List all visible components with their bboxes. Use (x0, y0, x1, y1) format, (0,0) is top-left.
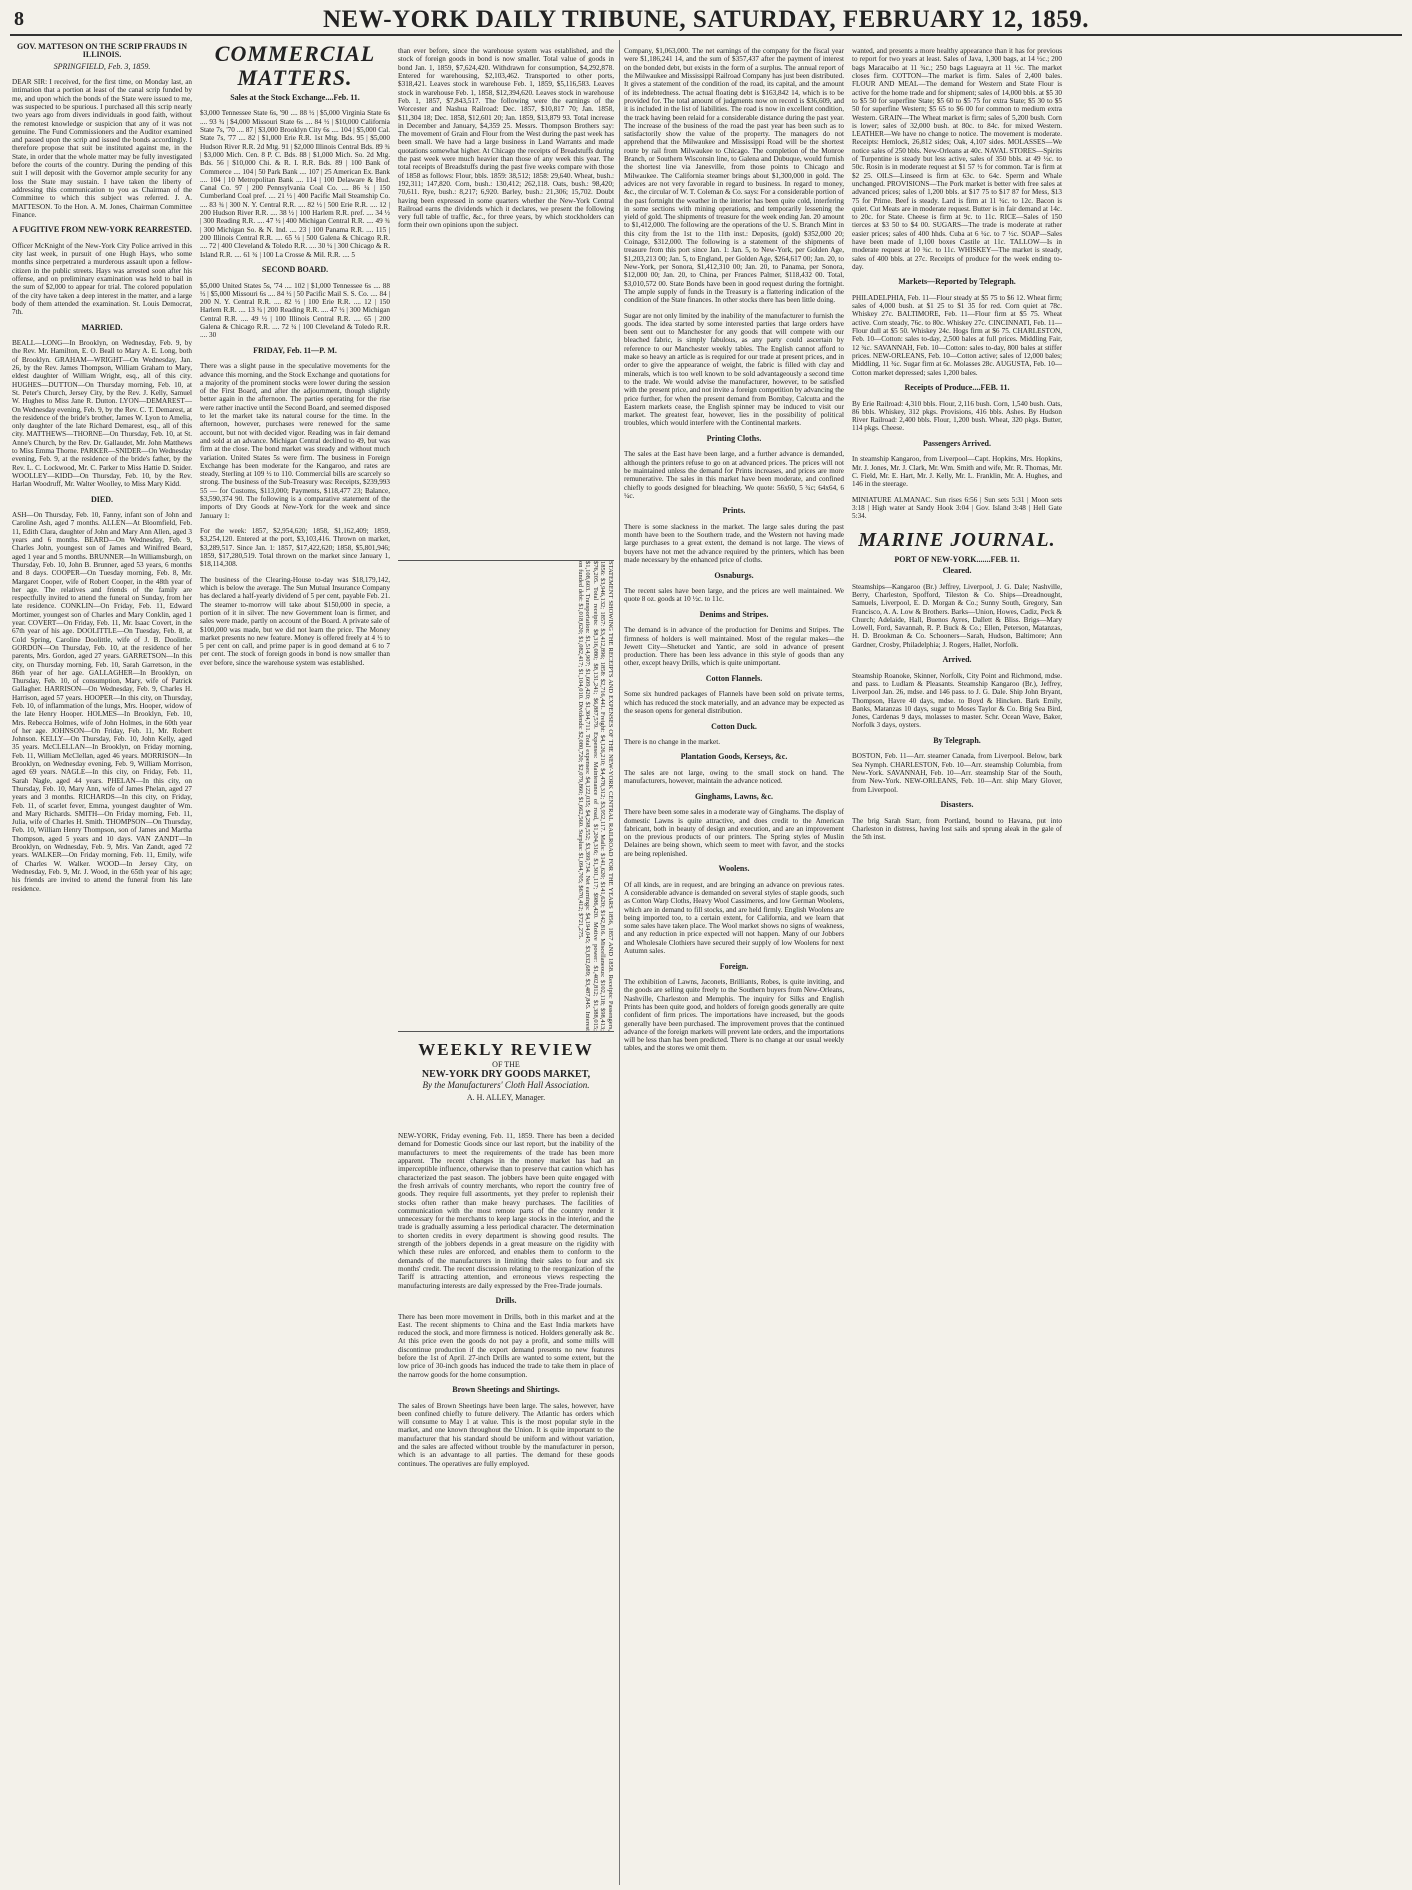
osnaburgs-body: The recent sales have been large, and the prices are well maintained. We quote 8 oz. goods at 10 ½c. to 11c. (624, 587, 844, 604)
dry-goods-review-body: Sugar are not only limited by the inability of the manufacturer to furnish the goods. The idea started by some interested parties that large orders have been sent out to Manchester for any goods that will compete with our bleached fabric, is simply fabulous, as any party could ascertain by reference to our Manchester weekly tables. The English cannot afford to make so heavy an article as is required for our trade at present prices, and in order to give the appearance of weight, the fabric is filled with clay and minerals, which is too well known to be sold advantageously a second time to the trade. We would advise the manufacturer, however, to be satisfied with the present price, and not invite a foreign competition by advancing the price further, for when the present demand from Bombay, Calcutta and the Eastern markets cease, the English spinner may be induced to visit our market. The greatest fear, however, lies in the possibility of political troubles, which would interfere with the Continental markets. (624, 311, 844, 428)
almanac: MINIATURE ALMANAC. Sun rises 6:56 | Sun sets 5:31 | Moon sets 3:18 | High water at Sandy Hook 3:04 | Gov. Island 3:48 | Hell Gate 5:34. (852, 495, 1062, 521)
shirtings-heading: Brown Sheetings and Shirtings. (452, 1385, 560, 1395)
plantation-body: The sales are not large, owing to the small stock on hand. The manufacturers, however, maintain the advance noticed. (624, 768, 844, 786)
column-2 (200, 40, 390, 1885)
woolens-body: Of all kinds, are in request, and are bringing an advance on previous rates. A considerable advance is demanded on several styles of staple goods, such as Cotton Warp Cloths, Heavy Wool Cassimeres, and low German Woolens, which are in demand to fill stocks, and are held firmly. English Woolens are being imported too, to a certain extent, for California, and we learn that some sales have taken place. The Wool market shows no signs of weakness, and any reduction in price expected will not happen. Many of our Jobbers and Wholesale Clothiers have secured their supply of low Woolens for next Autumn sales. (624, 880, 844, 956)
column-3-top (398, 40, 614, 555)
cleared-body: Steamships—Kangaroo (Br.) Jeffrey, Liverpool, J. G. Dale; Nashville, Berry, Charleston, Spofford, Tileston & Co. Ships—Dreadnought, Samuels, Liverpool, E. D. Morgan & Co.; Sunny South, Gregory, San Francisco, A. A. Low & Brothers. Barks—Union, Howes, Cadiz, Peck & Church; Adelaide, Hall, Buenos Ayres, Dallett & Bliss. Brigs—Mary Lowell, Ford, Savannah, R. P. Buck & Co.; Ellen, Peterson, Matanzas, H. D. Brookman & Co. Schooners—Sarah, Hudson, Baltimore; Ann Gardner, Crosby, Philadelphia; J. Rogers, Hallet, Norfolk. (852, 582, 1062, 649)
article-body: DEAR SIR: I received, for the first time, on Monday last, an intimation that a portion at least of the canal scrip funded by me, and upon which the bonds of the State were issued to me, was suspected to be spurious. I purchased all this scrip nearly two years ago from divers individuals in good faith, without the remotest knowledge or suspicion that any of it was not genuine. The Fund Commissioners and the Auditor examined and passed upon the scrip and issued the bonds accordingly. I therefore propose that suit be instituted against me, in the State, in order that the whole matter may be fully investigated before the courts of the country. During the pending of this suit I will deposit with the Governor ample security for any loss the State may sustain. I have taken the liberty of addressing this communication to you as Chairman of the Committee to which this subject was referred. J. A. MATTESON. To the Hon. A. M. Jones, Chairman Committee Finance. (12, 78, 192, 219)
printing-cloths-heading: Printing Cloths. (706, 433, 762, 443)
market-report-body: There was a slight pause in the speculative movements for the advance this morning, and the Stock Exchange and quotations for a majority of the prominent stocks were lower during the session of the First Board, and after the adjournment, though slightly better again in the afternoon. The parties operating for the rise were rather inactive until the Second Board, and seemed disposed to let the market take its natural course for the time. In the afternoon, however, purchases were renewed for the same account, but not with decided vigor. Reading was in fair demand and sold at an advance. Michigan Central declined to 49, but was firm at the close. The bond market was steady and without much variation. United States 5s were firm. The business in Foreign Exchange has been moderate for the Kangaroo, and rates are steady, Sterling at 109 ½ to 110. Commercial bills are scarcely so strong. The business of the Sub-Treasury was: Receipts, $239,993 55 — for Customs, $113,000; Payments, $118,477 23; Balance, $3,590,374 90. The following is a comparative statement of the imports of Dry Goods at New-York for the week and since January 1: (200, 362, 390, 520)
page-number: 8 (14, 8, 24, 30)
article-headline: GOV. MATTESON ON THE SCRIP FRAUDS IN ILLINOIS. (16, 42, 188, 60)
masthead (10, 4, 1402, 36)
article-headline: A FUGITIVE FROM NEW-YORK REARRESTED. (12, 225, 192, 235)
foreign-heading: Foreign. (719, 961, 749, 971)
denims-heading: Denims and Stripes. (699, 609, 769, 619)
column-divider (619, 40, 620, 1885)
disasters-heading: Disasters. (940, 800, 974, 810)
column-5 (852, 40, 1062, 1885)
drills-body: There has been more movement in Drills, both in this market and at the East. The recent shipments to China and the East India markets have reduced the stock, and more firmness is noticed. Holders generally ask 8c. At this price even the goods do not pay a profit, and some mills will discontinue production if the export demand presents no new features before the 1st of April. 27-inch Drills are wanted to some extent, but the low price of 30-inch goods has induced the trade to take them in place of the narrow goods for the home consumption. (398, 1312, 614, 1379)
woolens-heading: Woolens. (718, 864, 750, 874)
cotton-flannels-heading: Cotton Flannels. (705, 673, 763, 683)
section-heading-died: DIED. (90, 494, 113, 504)
column-4 (624, 40, 844, 1885)
cleared-heading: Cleared. (942, 566, 972, 576)
ginghams-heading: Ginghams, Lawns, &c. (694, 791, 773, 801)
dry-goods-imports-table: For the week: 1857, $2,954,620; 1858, $1,162,409; 1859, $3,254,120. Entered at the port, $3,103,416. Thrown on market, $3,289,517. Since Jan. 1: 1857, $17,422,620; 1858, $5,801,946; 1859, $17,280,519. Total thrown on the market since January 1, $18,114,308. (200, 527, 390, 569)
section-heading-marine: MARINE JOURNAL. (858, 528, 1056, 551)
article-dateline: SPRINGFIELD, Feb. 3, 1859. (53, 61, 151, 71)
printing-cloths-body: The sales at the East have been large, and a further advance is demanded, although the printers refuse to go on at advanced prices. The prices will not be maintained unless the demand for Prints increases, and prices are more remunerative. The sales in this market have been moderate, and confined chiefly to goods designed for bleaching. We quote: 56x60, 5 ¾c; 64x64, 6 ¼c. (624, 450, 844, 500)
railroad-report-body: Company, $1,063,000. The net earnings of the company for the fiscal year were $1,186,241 14, and the sum of $357,437 after the payment of interest on the bonded debt, but exists in the form of a surplus. The annual report of the Milwaukee and Mississippi Railroad Company has just been distributed. It gives a statement of the condition of the road, its capital, and the amount of its indebtedness. The actual floating debt is $163,842 14, which is to be provided for. The total amount of judgments now on record is $36,609, and it is included in the list of liabilities. The road is now in excellent condition, the track having been relaid for a considerable distance during the past year. The increase of the business of the road the past year has been such as to satisfactorily show the value of the property. The managers do not apprehend that the Milwaukee and Mississippi Road will be the shortest route by rail from Milwaukee to Chicago. The completion of the Monroe Branch, or Southern Wisconsin line, to Galena and Dubuque, would furnish the shortest line via Janesville, from those points to Chicago and Milwaukee. The California steamer brings about $1,300,000 in gold. The advices are not very favorable in regard to business. In regard to money, &c., the circular of W. T. Coleman & Co. says: For a considerable portion of the past fortnight the weather in the interior has been quite cold, interfering in some sections with mining operations, and temporarily lessening the yield of gold. The shipments of treasure for the week ending Jan. 20 amount to $1,412,000. The following are the operations of the U. S. Branch Mint in this city from the 1st to the 11th inst.: Deposits, (gold) $352,000 20; Coinage, $312,000. The following is a statement of the shipments of treasure from this port since Jan. 1: Jan. 5, to New-York, per Golden Age, $1,203,213 00; Jan. 5, to England, per Golden Age, $264,617 00; Jan. 20, to New-York, per Sonora, $1,412,310 00; Jan. 20, to Panama, per Sonora, $12,000 00; Jan. 20, to China, per Frances Palmer, $118,432 00. Total, $3,010,572 00. State Bonds have been in good request during the fortnight. The ample supply of funds in the Treasury is a flattering indication of the condition of the State finances. In other stocks there has been little doing. (624, 47, 844, 305)
telegraph-heading: By Telegraph. (933, 735, 981, 745)
second-board-heading: SECOND BOARD. (261, 265, 329, 275)
death-notices: ASH—On Thursday, Feb. 10, Fanny, infant son of John and Caroline Ash, aged 7 months. ALLEN—At Bloomfield, Feb. 11, Edith Clara, daughter of John and Mary Ann Allen, aged 3 years and 6 months. BEARD—On Wednesday, Feb. 9, Charles John, youngest son of James and Winifred Beard, aged 1 year and 5 months. BRUNNER—In Williamsburgh, on Thursday, Feb. 10, John B. Brunner, aged 53 years, 6 months and 8 days. COOPER—On Tuesday morning, Feb. 8, Mr. Margaret Cooper, wife of Robert Cooper, in the 48th year of her age. The relatives and friends of the family are respectfully invited to attend the funeral on Sunday, from her late residence. CONKLIN—On Friday, Feb. 11, Edward Mortimer, youngest son of Charles and Mary Conklin, aged 1 year. COVERT—On Friday, Feb. 11, Mr. Isaac Covert, in the 67th year of his age. DOOLITTLE—On Tuesday, Feb. 8, at Cold Spring, Caroline Doolittle, wife of J. B. Doolittle. GORDON—On Thursday, Feb. 10, at the residence of her parents, Mrs. Gordon, aged 27 years. GARRETSON—In this city, on Thursday morning, Feb. 10, Sarah Garretson, in the 86th year of her age. GALLAGHER—In Brooklyn, on Thursday, Feb. 10, of consumption, Mary, wife of Patrick Gallagher. HARRISON—On Wednesday, Feb. 9, Charles H. Harrison, aged 57 years. HOOPER—In this city, on Thursday, Feb. 10, of inflammation of the lungs, Mrs. Hooper, widow of the late Henry Hooper. HOLMES—In Brooklyn, Feb. 10, Mrs. Rebecca Holmes, wife of John Holmes, in the 60th year of her age. JOHNSON—On Friday, Feb. 11, Mr. Robert Johnson. KELLY—On Thursday, Feb. 10, John Kelly, aged 35 years. McCLELLAN—In Brooklyn, on Friday morning, Feb. 11, William McClellan, aged 46 years. MORRISON—In Brooklyn, on Wednesday evening, Feb. 9, William Morrison, aged 69 years. NAGLE—In this city, on Friday, Feb. 11, Sarah Nagle, aged 44 years. PHELAN—In this city, on Thursday, Feb. 10, Mary Ann, wife of James Phelan, aged 27 years and 3 months. RICHARDS—In this city, on Friday, Feb. 11, of scarlet fever, Emma, youngest daughter of Wm. and Mary Richards. SMITH—On Friday morning, Feb. 11, Julia, wife of Charles H. Smith. THOMPSON—On Thursday, Feb. 10, William Henry Thompson, son of James and Martha Thompson, aged 5 years and 10 days. VAN ZANDT—In Brooklyn, on Wednesday, Feb. 9, Mrs. Van Zandt, aged 72 years. WALKER—On Friday morning, Feb. 11, Emily, wife of Charles W. Walker. WOOD—In Jersey City, on Wednesday, Feb. 9, Mr. J. Wood, in the 65th year of his age; his friends are invited to attend the funeral from his late residence. (12, 511, 192, 893)
second-board-list: $5,000 United States 5s, '74 .... 102 | $1,000 Tennessee 6s .... 88 ½ | $5,000 Missouri 6s .... 84 ½ | 50 Pacific Mail S. S. Co. .... 84 | 200 N. Y. Central R.R. .... 82 ½ | 100 Erie R.R. .... 12 | 150 Harlem R.R. .... 13 ¾ | 200 Reading R.R. .... 47 ½ | 300 Michigan Central R.R. .... 49 ½ | 100 Illinois Central R.R. .... 65 | 200 Galena & Chicago R.R. .... 72 ¼ | 100 Cleveland & Toledo R.R. .... 30 (200, 281, 390, 340)
weekly-review-title: WEEKLY REVIEW (418, 1040, 594, 1059)
arrived-heading: Arrived. (942, 655, 972, 665)
shirtings-body: The sales of Brown Sheetings have been large. The sales, however, have been confined chiefly to future delivery. The Atlantic has orders which will consume to May 1 at value. This is the most popular style in the market, and one known throughout the Union. It is quite important to the manufacturer that his standard should be uniform and without variation, and the sales are affected without trouble by the manufacturer in person, which is an advantage to all parties. The demand for these goods continues. The operatives are fully employed. (398, 1401, 614, 1468)
weekly-review-byline: By the Manufacturers' Cloth Hall Association. (422, 1080, 590, 1090)
weekly-review-of: OF THE (492, 1060, 520, 1069)
markets-telegraph-heading: Markets—Reported by Telegraph. (898, 277, 1016, 287)
weekly-review-manager: A. H. ALLEY, Manager. (466, 1093, 546, 1102)
section-heading-married: MARRIED. (81, 322, 123, 332)
arrived-body: Steamship Roanoke, Skinner, Norfolk, City Point and Richmond, mdse. and pass. to Ludlam & Pleasants. Steamship Kangaroo (Br.), Jeffrey, Liverpool Jan. 26, mdse. and 146 pass. to J. G. Dale. Ship John Bryant, Thompson, Havre 40 days, mdse. to Boyd & Hincken. Bark Emily, Banks, Matanzas 10 days, sugar to Moses Taylor & Co. Brig Sea Bird, Jones, Cardenas 9 days, molasses to master. Schr. Ocean Wave, Baker, Norfolk 3 days, oysters. (852, 671, 1062, 730)
stock-sales-list: $3,000 Tennessee State 6s, '90 .... 88 ½ | $5,000 Virginia State 6s .... 93 ¾ | $4,000 Missouri State 6s .... 84 ½ | $10,000 California State 7s, '70 .... 87 | $3,000 Brooklyn City 6s .... 104 | $5,000 Cal. State 7s, '77 .... 82 | $1,000 Erie R.R. 1st Mtg. Bds. 95 | $5,000 Hudson River R.R. 2d Mtg. 91 | $2,000 Illinois Central Bds. 89 ¾ | $3,000 Mich. Cen. 8 P. C. Bds. 88 | $1,000 Mich. So. 2d Mtg. Bds. 56 | $10,000 Chi. & R. I. R.R. Bds. 89 | 100 Bank of Commerce .... 104 | 50 Park Bank .... 107 | 25 American Ex. Bank .... 104 | 10 Metropolitan Bank .... 114 | 100 Delaware & Hud. Canal Co. 97 | 200 Pennsylvania Coal Co. .... 86 ¼ | 150 Cumberland Coal pref. .... 21 ½ | 400 Pacific Mail Steamship Co. .... 83 ¾ | 300 N. Y. Central R.R. .... 82 ½ | 500 Erie R.R. .... 12 | 200 Hudson River R.R. .... 38 ½ | 100 Harlem R.R. pref. .... 34 ½ | 300 Reading R.R. .... 47 ½ | 400 Michigan Central R.R. .... 49 ¾ | 300 Michigan So. & N. Ind. .... 23 | 100 Panama R.R. .... 115 | 200 Illinois Central R.R. .... 65 ¼ | 500 Galena & Chicago R.R. .... 72 | 400 Cleveland & Toledo R.R. .... 30 ¼ | 300 Chicago & R. Island R.R. .... 61 ¾ | 100 La Crosse & Mil. R.R. .... 5 (200, 109, 390, 259)
prints-heading: Prints. (722, 506, 746, 516)
column-1 (12, 40, 192, 1885)
weekly-review-header (398, 1040, 614, 1102)
receipts-heading: Receipts of Produce....FEB. 11. (904, 383, 1010, 393)
sales-heading: Sales at the Stock Exchange....Feb. 11. (230, 93, 360, 102)
married-notices: BEALL—LONG—In Brooklyn, on Wednesday, Feb. 9, by the Rev. Mr. Hamilton, E. O. Beall to Mary A. E. Long, both of Brooklyn. GRAHAM—WRIGHT—On Wednesday, Jan. 26, by the Rev. James Thompson, William Graham to Mary, eldest daughter of William Wright, esq., all of this city. HUGHES—DUTTON—On Thursday morning, Feb. 10, at St. Peter's Church, Jersey City, by the Rev. J. Kelly, Samuel W. Hughes to Miss Jane R. Dutton. LYON—DEMAREST—On Wednesday evening, Feb. 9, by the Rev. C. T. Demarest, at the residence of the bride's brother, James W. Lyon to Amelia, only daughter of the late Richard Demarest, esq., all of this city. MATTHEWS—THORNE—On Thursday, Feb. 10, at St. Anne's Church, by the Rev. Dr. Gallaudet, Mr. John Matthews to Miss Emma Thorne. PARKER—SNIDER—On Wednesday evening, Feb. 9, at the residence of the bride's father, by the Rev. L. C. Lockwood, Mr. C. Parker to Miss Hattie D. Snider. WOOLLEY—KIDD—On Thursday, Feb. 10, by the Rev. Harlan Woodruff, Mr. Walter Woolley, to Miss Mary Kidd. (12, 339, 192, 489)
prints-body: There is some slackness in the market. The large sales during the past month have been to the Southern trade, and the Western not having made large purchases to a great extent, the demand is not large. The views of buyers have not met the advance required by the printers, which has been made necessary by the enhanced price of cloths. (624, 522, 844, 565)
produce-market-body: wanted, and presents a more healthy appearance than it has for previous to report for two years at least. Sales of Java, 1,300 bags, at 14 ½c.; 200 bags Maracaibo at 11 ¾c.; 250 bags Laguayra at 11 ½c. The market closes firm. COTTON—The market is firm. Sales of 2,400 bales. FLOUR AND MEAL—The demand for Western and State Flour is active for the home trade and for shipment; sales of 14,000 bbls. at $5 30 to $5 50 for superfine State; $5 60 to $5 75 for extra State; $5 30 to $5 50 for superfine Western; $5 65 to $6 00 for common to medium extra Western. GRAIN—The Wheat market is firm; sales of 5,200 bush. Corn is lower; sales of 32,000 bush. at 80c. to 84c. for mixed Western. LEATHER—We have no change to notice. The movement is moderate. Receipts: Hemlock, 26,812 sides; Oak, 4,107 sides. MOLASSES—We notice sales of 250 bbls. New-Orleans at 40c. NAVAL STORES—Spirits of Turpentine is steady but less active, sales of 350 bbls. at 49 ½c. to 50c. Rosin is in moderate request at $1 57 ½ for common. Tar is firm at $2 25. OILS—Linseed is firm at 63c. to 64c. Sperm and Whale unchanged. PROVISIONS—The Pork market is better with free sales at advanced prices; sales of 1,200 bbls. at $17 75 to $17 87 for Mess, $13 75 for Prime. Beef is steady. Lard is firm at 11 ¾c. to 12c. Bacon is quiet. Cut Meats are in moderate request. Butter is in fair demand at 14c. to 20c. for State. Cheese is firm at 9c. to 11c. RICE—Sales of 150 tierces at $3 50 to $4 00. SUGARS—The trade is moderate at rather easier prices; sales of 400 hhds. Cuba at 6 ¼c. to 7 ½c. SOAP—Sales have been made of 1,100 boxes Castile at 11c. TALLOW—Is in moderate request at 10 ¾c. to 11c. WHISKEY—The market is steady, sales of 400 bbls. at 27c. Receipts of produce for the week ending to-day. (852, 47, 1062, 271)
foreign-body: The exhibition of Lawns, Jaconets, Brilliants, Robes, is quite inviting, and the goods are selling quite freely to the Southern buyers from New-Orleans, Nashville, Charleston and Memphis. The inquiry for Silks and English Prints has been quite good, and holders of foreign goods generally are quite confident of firm prices. The importations have increased, but the goods generally have been purchased. The improvement proves that the continued advance of the foreign markets will prevent late orders, and the importations will be less than has been predicted. There is no change at our usual weekly tables, and the stores we omit them. (624, 978, 844, 1053)
telegraph-body: BOSTON, Feb. 11—Arr. steamer Canada, from Liverpool. Below, bark Sea Nymph. CHARLESTON, Feb. 10—Arr. steamship Columbia, from New-York. SAVANNAH, Feb. 10—Arr. steamship Star of the South, from New-York. NEW-ORLEANS, Feb. 10—Arr. ship Mary Glover, from Liverpool. (852, 752, 1062, 794)
railroad-table-text: STATEMENT SHOWING THE RECEIPTS AND EXPENSES OF THE NEW-YORK CENTRAL RAILROAD FOR THE YEARS 1856, 1857 AND 1858. Receipts: Passengers, 1856: $3,946,132; 1857: $3,412,896; 1858: $2,716,441. Freight: $4,126,210; $4,478,312; $3,952,117. Mails: $141,620; $141,620; $142,816. Miscellaneous: $102,118; $98,413; $76,205. Total receipts: $8,316,080; $8,131,241; $6,887,579. Expenses: Maintenance of road, $1,204,316; $1,301,117; $986,420. Motive power: $1,402,812; $1,388,015; $1,108,603. Transportation: $1,514,907; $1,609,420; $1,304,711. Total expenses: $4,122,035; $4,298,552; $3,399,734. Net earnings: $4,194,045; $3,832,689; $3,487,845. Interest on funded debt: $1,018,620; $1,082,417; $1,104,010. Dividends: $2,080,720; $2,079,860; $1,662,560. Surplus: $1,094,705; $670,412; $721,275. (577, 561, 614, 1031)
disasters-body: The brig Sarah Starr, from Portland, bound to Havana, put into Charleston in distress, having lost sails and sprung aleak in the gale of the 5th inst. (852, 816, 1062, 842)
market-report-body: than ever before, since the warehouse system was established, and the stock of foreign goods in bond is now smaller. Total value of goods in bond Jan. 1, 1859, $7,624,420. Withdrawn for consumption, $4,292,878. Entered for warehousing, $2,103,462. Transported to other ports, $318,421. Leaves stock in warehouse Feb. 1, 1859, $5,116,583. Leaves stock in warehouse Feb. 1, 1858, $12,394,620. Leaves stock in warehouse Feb. 1, 1857, $7,843,517. The following were the earnings of the Worcester and Nashua Railroad: Dec. 1857, $10,817 70; Jan. 1858, $11,304 18; Dec. 1858, $12,601 20; Jan. 1859, $13,879 93. Total increase in December and January, $4,359 25. Messrs. Thompson Brothers say: The movement of Grain and Flour from the West during the past week has been small. We have had a large business in Land Warrants and made quotations somewhat higher. At Chicago the receipts of Breadstuffs during the past week were much heavier than those of any week this year. The total receipts of Breadstuffs during the past five weeks compare with those of 1858 as follows: Flour, bbls. 1859: 38,512; 1858: 29,640. Wheat, bush.: 192,311; 147,820. Corn, bush.: 130,412; 262,118. Oats, bush.: 98,420; 70,611. Rye, bush.: 8,217; 6,920. Barley, bush.: 21,306; 15,702. Doubt having been expressed in some quarters whether the New-York Central Railroad earns the dividends which it declares, we present the following very full table of traffic, &c., for three years, by which stockholders can form their own opinions upon the subject. (398, 47, 614, 230)
denims-body: The demand is in advance of the production for Denims and Stripes. The firmness of holders is well maintained. Most of the regular makes—the Jewett City—Shetucket and Yantic, are sold in advance of present production. There has been less advance in this style of goods than any other, except heavy Drills, which is quite unimportant. (624, 626, 844, 668)
dry-goods-review-body: NEW-YORK, Friday evening, Feb. 11, 1859. There has been a decided demand for Domestic Goods since our last report, but the inability of the manufacturers to meet the requirements of the trade has been more apparent. The recent changes in the money market has had an imperceptible influence, otherwise than to preserve that caution which has characterized the past season. The jobbers have been quite engaged with the fresh arrivals of country merchants, who report the country free of goods. They require full assortments, yet they prefer to replenish their stocks often rather than make heavy purchases. The facilities of communication with the most remote parts of the country render it unnecessary for the merchants to keep large stocks in the interior, and the trade is gradually assuming a less periodical character. The determination to shorten credits in every department is showing good results. The strength of the jobbers depends in a great measure on the rigidity with which these rules are enforced, and enables them to conform to the demands of the manufacturers in limiting their sales to four and six months' credit. The recent discussion relating to the reorganization of the Tariff is attracting attention, and erroneous views respecting the manufacturing interests are daily expressed by the Free-Trade journals. (398, 1132, 614, 1290)
newspaper-title: NEW-YORK DAILY TRIBUNE, SATURDAY, FEBRUARY 12, 1859. (323, 6, 1089, 33)
cotton-duck-body: There is no change in the market. (624, 738, 720, 746)
ginghams-body: There have been some sales in a moderate way of Ginghams. The display of domestic Lawns is quite attractive, and does credit to the American fabricant, both in beauty of design and execution, and are an improvement on the previous products of our printers. The Spring styles of Muslin Delaines are being shown, which seem to meet with favor, and the stocks are being replenished. (624, 808, 844, 858)
cotton-duck-heading: Cotton Duck. (711, 721, 757, 731)
article-body: Officer McKnight of the New-York City Police arrived in this city last week, in pursuit of one Hugh Hays, who some months since perpetrated a murderous assault upon a fellow-citizen in the public streets. Hays was arrested soon after his offense, and on preliminary examination was held to bail in the sum of $2,000 to appear for trial. The colored population of the city have taken a deep interest in the matter, and a large body of them attended the examination. St. Louis Democrat, 7th. (12, 241, 192, 317)
markets-telegraph-body: PHILADELPHIA, Feb. 11—Flour steady at $5 75 to $6 12. Wheat firm; sales of 4,000 bush. at $1 25 to $1 35 for red. Corn quiet at 78c. Whiskey 27c. BALTIMORE, Feb. 11—Flour firm at $5 75. Wheat active. Corn steady, 76c. to 80c. Whiskey 27c. CINCINNATI, Feb. 11—Flour dull at $5 50. Whiskey 24c. Hogs firm at $6 75. CHARLESTON, Feb. 10—Cotton: sales to-day, 2,500 bales at full prices. Middling Fair, 12 ¾c. SAVANNAH, Feb. 10—Cotton: sales to-day, 800 bales at stiffer prices. NEW-ORLEANS, Feb. 10—Cotton active; sales of 12,000 bales; Middling, 11 ¾c. Sugar firm at 6c. Molasses 28c. AUGUSTA, Feb. 10—Cotton market depressed; sales 1,200 bales. (852, 293, 1062, 377)
passengers-body: In steamship Kangaroo, from Liverpool—Capt. Hopkins, Mrs. Hopkins, Mr. J. Jones, Mr. J. Clark, Mr. Wm. Smith and wife, Mr. R. Thomas, Mr. C. Field, Mr. E. Hart, Mr. J. Kelly, Mr. L. Franklin, Mr. A. Hughes, and 146 in the steerage. (852, 455, 1062, 489)
market-report-body: The business of the Clearing-House to-day was $18,179,142, which is below the average. The Sun Mutual Insurance Company has declared a half-yearly dividend of 5 per cent, payable Feb. 21. The steamer to-morrow will take about $150,000 in specie, a portion of it in silver. The new Government loan is firmer, and sales were made, partly on account of the Board. A private sale of $100,000 was made, but we did not learn the price. The Money market presents no new feature. Money is offered freely at 4 ½ to 5 per cent on call, and prime paper is in good demand at 6 to 7 per cent. The stock of foreign goods in bond is now smaller than ever before, since the warehouse system was established. (200, 575, 390, 667)
railroad-statistics-table (398, 560, 614, 1032)
osnaburgs-heading: Osnaburgs. (714, 570, 754, 580)
drills-heading: Drills. (495, 1296, 517, 1306)
port-line: PORT OF NEW-YORK.......FEB. 11. (894, 554, 1020, 564)
column-3-bottom (398, 1125, 614, 1885)
receipts-body: By Erie Railroad: 4,310 bbls. Flour, 2,116 bush. Corn, 1,540 bush. Oats, 86 bbls. Whiskey, 312 pkgs. Provisions, 416 bbls. Ashes. By Hudson River Railroad: 2,400 bbls. Flour, 1,200 bush. Wheat, 320 pkgs. Butter, 114 pkgs. Cheese. (852, 399, 1062, 433)
passengers-heading: Passengers Arrived. (923, 438, 991, 448)
section-heading-commercial: COMMERCIAL MATTERS. (214, 41, 376, 90)
weekly-review-subtitle: NEW-YORK DRY GOODS MARKET, (421, 1069, 591, 1080)
plantation-heading: Plantation Goods, Kerseys, &c. (680, 752, 788, 762)
cotton-flannels-body: Some six hundred packages of Flannels have been sold on private terms, which has reduced the stock materially, and an advance may be expected as the season opens for general distribution. (624, 690, 844, 716)
market-report-dateline: FRIDAY, Feb. 11—P. M. (253, 345, 337, 355)
